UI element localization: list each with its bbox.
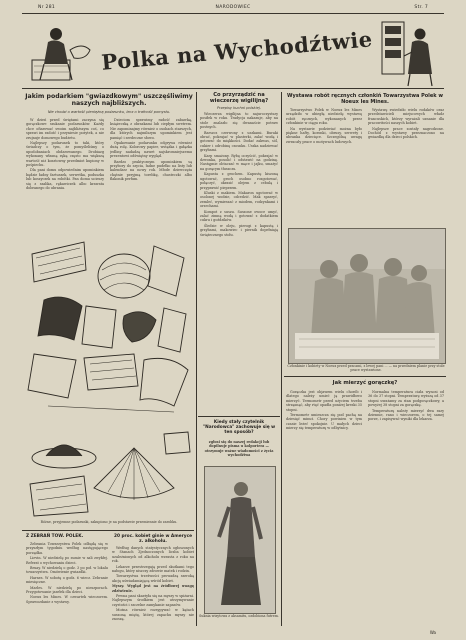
- reader-notice-text: [200, 440, 278, 462]
- alcohol-column: [112, 546, 194, 626]
- dress-photo: [204, 466, 276, 614]
- gifts-headline: Jakim podarkiem "gwiazdkowym" uszczęśliwimy naszych najbliższych.: [25, 93, 193, 108]
- paragraph: Kluski z makiem. Makaron ugotować w osolonej wodzie, odcedzić. Mak sparzyć, zemleć, wymieszać z miodem, rodzynkami i orzechami.: [200, 190, 278, 209]
- wigilia-subhead: Przepisy kuchni polskiej.: [217, 106, 261, 110]
- paragraph: Opakowanie podarunku odgrywa również dużą rolę. Kolorowy papier, wstążka i gałązka jedliny nadadzą nawet najskromniejszemu prezentowi odświętny wygląd.: [110, 141, 192, 159]
- exhibition-column-2: [368, 108, 444, 226]
- paragraph: Harnes. W sobotę o godz. 6 wiecz. Zebranie miesięczne.: [26, 575, 108, 585]
- notice-body: zgłosi się do naszej redakcji lub dopilnuje pisma u kolportera — otrzymuje ważne wiadomości z życia wychodźtwa: [204, 440, 274, 458]
- gifts-bottom-rule: [22, 530, 194, 531]
- paragraph: Na wystawie podziwiać można było piękne hafty, koronki, obrusy, serwety i ubranka dziecięce. Szczególną uwagę zwracały prace o motywach ludowych.: [286, 126, 362, 144]
- page-number-left: Nr 281: [38, 5, 56, 10]
- woman-kitchen-illustration: [378, 18, 440, 88]
- footer-mark: Wa: [429, 630, 436, 635]
- paragraph: Termometr umieszcza się pod pachą na dziesięć minut. Chory powinien w tym czasie leżeć spokojnie. U małych dzieci mierzy się temperaturę w odbytnicy.: [286, 413, 362, 431]
- running-header: [0, 3, 466, 13]
- paragraph: Towarzystwo Polek w Noeux les Mines urządziło w ubiegłą niedzielę wystawę robót ręcznych, wykonanych przez członkinie w ciągu roku.: [286, 108, 362, 126]
- paragraph: Noeux les Mines. W czwartek wieczorem. Sprawozdanie z wystawy.: [26, 595, 108, 604]
- gifts-illustration: [24, 236, 194, 426]
- column-rule-1: [196, 92, 197, 626]
- meetings-column: [26, 542, 108, 626]
- paragraph: Bruay. W niedzielę o godz. 3 po poł. w lokalu towarzystwa. Omówienie gwiazdki.: [26, 566, 108, 575]
- newspaper-name: NARODOWIEC: [215, 5, 251, 10]
- paragraph: Kapusta z grochem. Kapustę kiszoną ugotować, groch osobno rozgotować, połączyć, okrasić olejem z cebulą i przyprawić pieprzem.: [200, 172, 278, 190]
- gifts-subhead: Nie chodzi o wartość pieniężną podarunku, lecz o trafność pomysłu.: [47, 110, 171, 114]
- wigilia-bottom-rule: [198, 416, 280, 417]
- paragraph: Barszcz czerwony z uszkami. Buraki obrać, pokrajać w plasterki, zalać wodą i gotować do miękkości. Dodać zakwas, sól, cukier i odrobinę czosnku. Uszka nadziewać grzybami.: [200, 130, 278, 153]
- paragraph: Dzieciom sprawimy radość zabawką, książeczką z obrazkami lub ciepłym swetrem. Nie zapominajmy również o osobach starszych, dla których najmilszym upominkiem jest pamięć i serdeczne słowo.: [110, 118, 192, 140]
- paragraph: Karp smażony. Rybę oczyścić, pokrajać w dzwonka, posolić i odstawić na godzinę. Następnie obtaczać w mące i jajku, smażyć na gorącym tłuszczu.: [200, 153, 278, 171]
- reader-notice-title: Kiedy stały czytelnik "Narodowca" zachowuje się w ten sposób?: [202, 420, 276, 435]
- page-number-right: Str. 7: [414, 5, 428, 10]
- exhibition-bottom-rule: [284, 376, 446, 377]
- paragraph: Śledzie w oleju, pierogi z kapustą i grzybami, makowiec i piernik dopełniają świątecznego stołu.: [200, 223, 278, 237]
- paragraph: Najlepsze prace zostały nagrodzone. Dochód z wystawy przeznaczono na gwiazdkę dla dzieci polskich.: [368, 126, 444, 140]
- masthead: [0, 14, 466, 88]
- section-title: Polka na Wychodźtwie: [100, 26, 374, 75]
- mice-subhead: Myszy. Wygląd jest na źródłowej uwagę zdziwienie.: [112, 584, 194, 593]
- gifts-caption: Różne, przyjemne podarunki, zakupiono je na podstawie przemiennie do zarobku.: [40, 520, 178, 524]
- group-photo: [289, 229, 445, 363]
- paragraph: Zebrania Towarzystwa Polek odbędą się w przyszłym tygodniu według następującego porządku.: [26, 542, 108, 555]
- paragraph: Lievin. W niedzielę po sumie w sali zwykłej. Referat o wychowaniu dzieci.: [26, 556, 108, 565]
- wigilia-headline: Co przyrządzić na wieczerzę wigilijną?: [209, 92, 269, 105]
- paragraph: Wystawę zwiedziło wielu rodaków oraz przedstawicieli miejscowych władz francuskich, którzy wyrażali uznanie dla pracowitości naszych kobiet.: [368, 108, 444, 126]
- paragraph: Normalna temperatura ciała wynosi od 36 do 37 stopni. Temperaturę wyższą od 37 stopni uważamy za stan podgorączkowy, a powyżej 38 stopni za gorączkę.: [368, 390, 444, 408]
- paragraph: Najlepszy podarunek to taki, który świadczy o tym, że pomyśleliśmy o upodobaniach obdarowanego. Drobiazg wykonany własną ręką często ma większą wartość niż kosztowny przedmiot kupiony w pośpiechu.: [26, 141, 104, 168]
- paragraph: Dla pani domu odpowiednim upominkiem będzie ładny fartuszek, serwetka, poduszka lub koszyczek na robótki. Pan domu ucieszy się z szalika, rękawiczek albo krawata dobranego do ubrania.: [26, 168, 104, 191]
- exhibition-photo-caption: Członkinie i kobiety w Noeux przed pracami, z lewej pani ... — na przedniem planie przy stole prace wystawione.: [287, 364, 445, 373]
- dress-photo-caption: Suknia wizytowa z aksamitu, ozdobiona futrem.: [199, 614, 279, 618]
- paragraph: W dzień przed świętami zaczyna się gorączkowe szukanie podarunków. Każdy chce ofiarować swoim najbliższym coś, co sprawi im radość i przyniesie pożytek, a nie zrujnuje domowego budżetu.: [26, 118, 104, 140]
- meetings-headline: Z ZEBRAŃ TOW. POLEK.: [26, 534, 84, 539]
- paragraph: Według danych statystycznych ogłoszonych w Stanach Zjednoczonych liczba kobiet uzależnionych od alkoholu wzrasta z roku na rok.: [112, 546, 194, 564]
- paragraph: Kompot z suszu. Suszone owoce umyć, zalać zimną wodą i gotować z dodatkiem cukru i goździków.: [200, 209, 278, 223]
- woman-sewing-illustration: [30, 20, 94, 84]
- page-footer: [0, 628, 466, 638]
- paragraph: Temperaturę należy mierzyć dwa razy dziennie, rano i wieczorem, o tej samej porze, i zapisywać wyniki dla lekarza.: [368, 408, 444, 422]
- alcohol-headline: 20 proc. kobiet ginie w Ameryce z. alkoholu.: [113, 534, 193, 544]
- paragraph: Lekarze przestrzegają przed skutkami tego nałogu, który niszczy zdrowie matek i rodzin.: [112, 564, 194, 574]
- wigilia-column: [200, 112, 278, 414]
- paragraph: Gorączka jest objawem wielu chorób i dlatego należy umieć ją prawidłowo mierzyć. Termometr przed użyciem trzeba strząsnąć, aby rtęć opadła poniżej kreski 35 stopni.: [286, 390, 362, 412]
- fever-column-2: [368, 390, 444, 626]
- gifts-column-2: [110, 118, 192, 236]
- paragraph: Wieczerza wigilijna to najuroczystszy posiłek w roku. Tradycja nakazuje, aby na stole znalazło się dwanaście potraw postnych.: [200, 112, 278, 130]
- gifts-column-1: [26, 118, 104, 236]
- column-rule-2: [281, 92, 282, 626]
- exhibition-photo: [288, 228, 446, 364]
- masthead-rule: [22, 88, 444, 89]
- woman-figure-photo: [205, 467, 275, 613]
- exhibition-column-1: [286, 108, 362, 226]
- fever-column-1: [286, 390, 362, 626]
- paragraph: Pewna pani skarżyła się na myszy w spiżarni. Najlepszym środkiem jest utrzymywanie czystości i szczelne zamykanie zapasów.: [112, 594, 194, 607]
- paragraph: Można również rozsypywać w kątach suszoną miętę, której zapachu myszy nie znoszą.: [112, 608, 194, 622]
- paragraph: Bardzo praktycznym upominkiem są przybory do szycia, ładne pudełko na listy lub kalendarz na nowy rok. Młode dziewczęta chętnie przyjmą torebkę, chusteczki albo flakonik perfum.: [110, 159, 192, 182]
- paragraph: Towarzystwa trzeźwości prowadzą szeroką akcję uświadamiającą wśród kobiet.: [112, 574, 194, 583]
- exhibition-headline: Wystawa robót ręcznych członkiń Towarzystwa Polek w Noeux les Mines.: [287, 93, 443, 105]
- fever-headline: Jak mierzyć gorączkę?: [332, 380, 398, 386]
- paragraph: Marles. W niedzielę po nieszporach. Przygotowanie jasełek dla dzieci.: [26, 585, 108, 595]
- hats-fan-illustration: [24, 428, 194, 518]
